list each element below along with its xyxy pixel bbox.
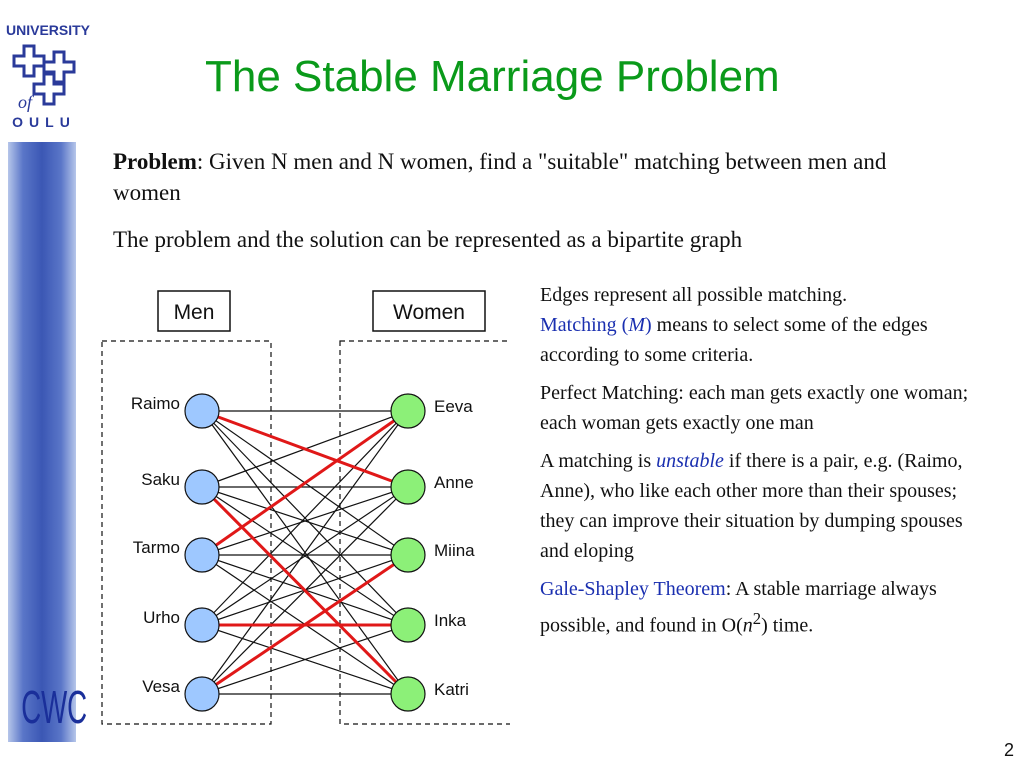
men-label: Men <box>173 301 215 324</box>
edges-layer <box>202 411 408 694</box>
bipartite-graph <box>90 280 510 740</box>
problem-label: Problem <box>113 149 197 174</box>
logo-of-text: of <box>18 92 33 112</box>
woman-node-katri <box>391 677 425 711</box>
man-label-saku: Saku <box>141 470 180 489</box>
women-group-box <box>340 341 510 724</box>
gale-shapley-paragraph: Gale-Shapley Theorem: A stable marriage always possible, and found in $O(n^2)$ time. <box>540 578 937 637</box>
nodes-layer <box>131 394 475 711</box>
problem-text: : Given N men and N women, find a "suitable" matching between men and women <box>113 149 887 205</box>
woman-node-anne <box>391 470 425 504</box>
perfect-matching-paragraph: Perfect Matching: each man gets exactly one woman; each woman gets exactly one man <box>540 382 969 434</box>
woman-node-inka <box>391 608 425 642</box>
women-label: Women <box>393 301 465 324</box>
man-node-raimo <box>185 394 219 428</box>
woman-label-eeva: Eeva <box>434 397 473 416</box>
woman-label-inka: Inka <box>434 611 467 630</box>
bipartite-statement: The problem and the solution can be represented as a bipartite graph <box>113 227 743 252</box>
woman-node-eeva <box>391 394 425 428</box>
man-node-tarmo <box>185 538 219 572</box>
man-label-urho: Urho <box>143 608 180 627</box>
gale-shapley-term: Gale-Shapley Theorem <box>540 578 726 600</box>
man-label-tarmo: Tarmo <box>132 538 180 557</box>
man-label-raimo: Raimo <box>130 394 180 413</box>
logo-university-text: UNIVERSITY <box>6 22 91 38</box>
side-decorative-bar <box>8 142 88 742</box>
logo-oulu-text: OULU <box>12 114 76 130</box>
university-logo <box>6 22 91 132</box>
woman-label-katri: Katri <box>434 680 469 699</box>
matching-text: means to select some of the edges according to some criteria. <box>540 314 928 366</box>
cwc-logo-text: CWC <box>21 681 88 733</box>
unstable-term: unstable <box>656 450 724 472</box>
man-node-saku <box>185 470 219 504</box>
explanation-column <box>540 280 980 649</box>
woman-label-anne: Anne <box>434 473 474 492</box>
woman-node-miina <box>391 538 425 572</box>
edges-text: Edges represent all possible matching. <box>540 284 848 306</box>
woman-label-miina: Miina <box>434 541 475 560</box>
man-node-vesa <box>185 677 219 711</box>
matching-term: Matching (M) <box>540 314 652 336</box>
edges-paragraph <box>540 280 980 370</box>
page-number: 2 <box>1003 740 1014 760</box>
unstable-paragraph: A matching is unstable if there is a pair, e.g. (Raimo, Anne), who like each other more than their spouses; they can improve their situation by dumping spouses and eloping <box>540 450 963 562</box>
slide-title: The Stable Marriage Problem <box>205 52 780 101</box>
man-label-vesa: Vesa <box>142 677 180 696</box>
man-node-urho <box>185 608 219 642</box>
problem-statement <box>113 146 893 208</box>
